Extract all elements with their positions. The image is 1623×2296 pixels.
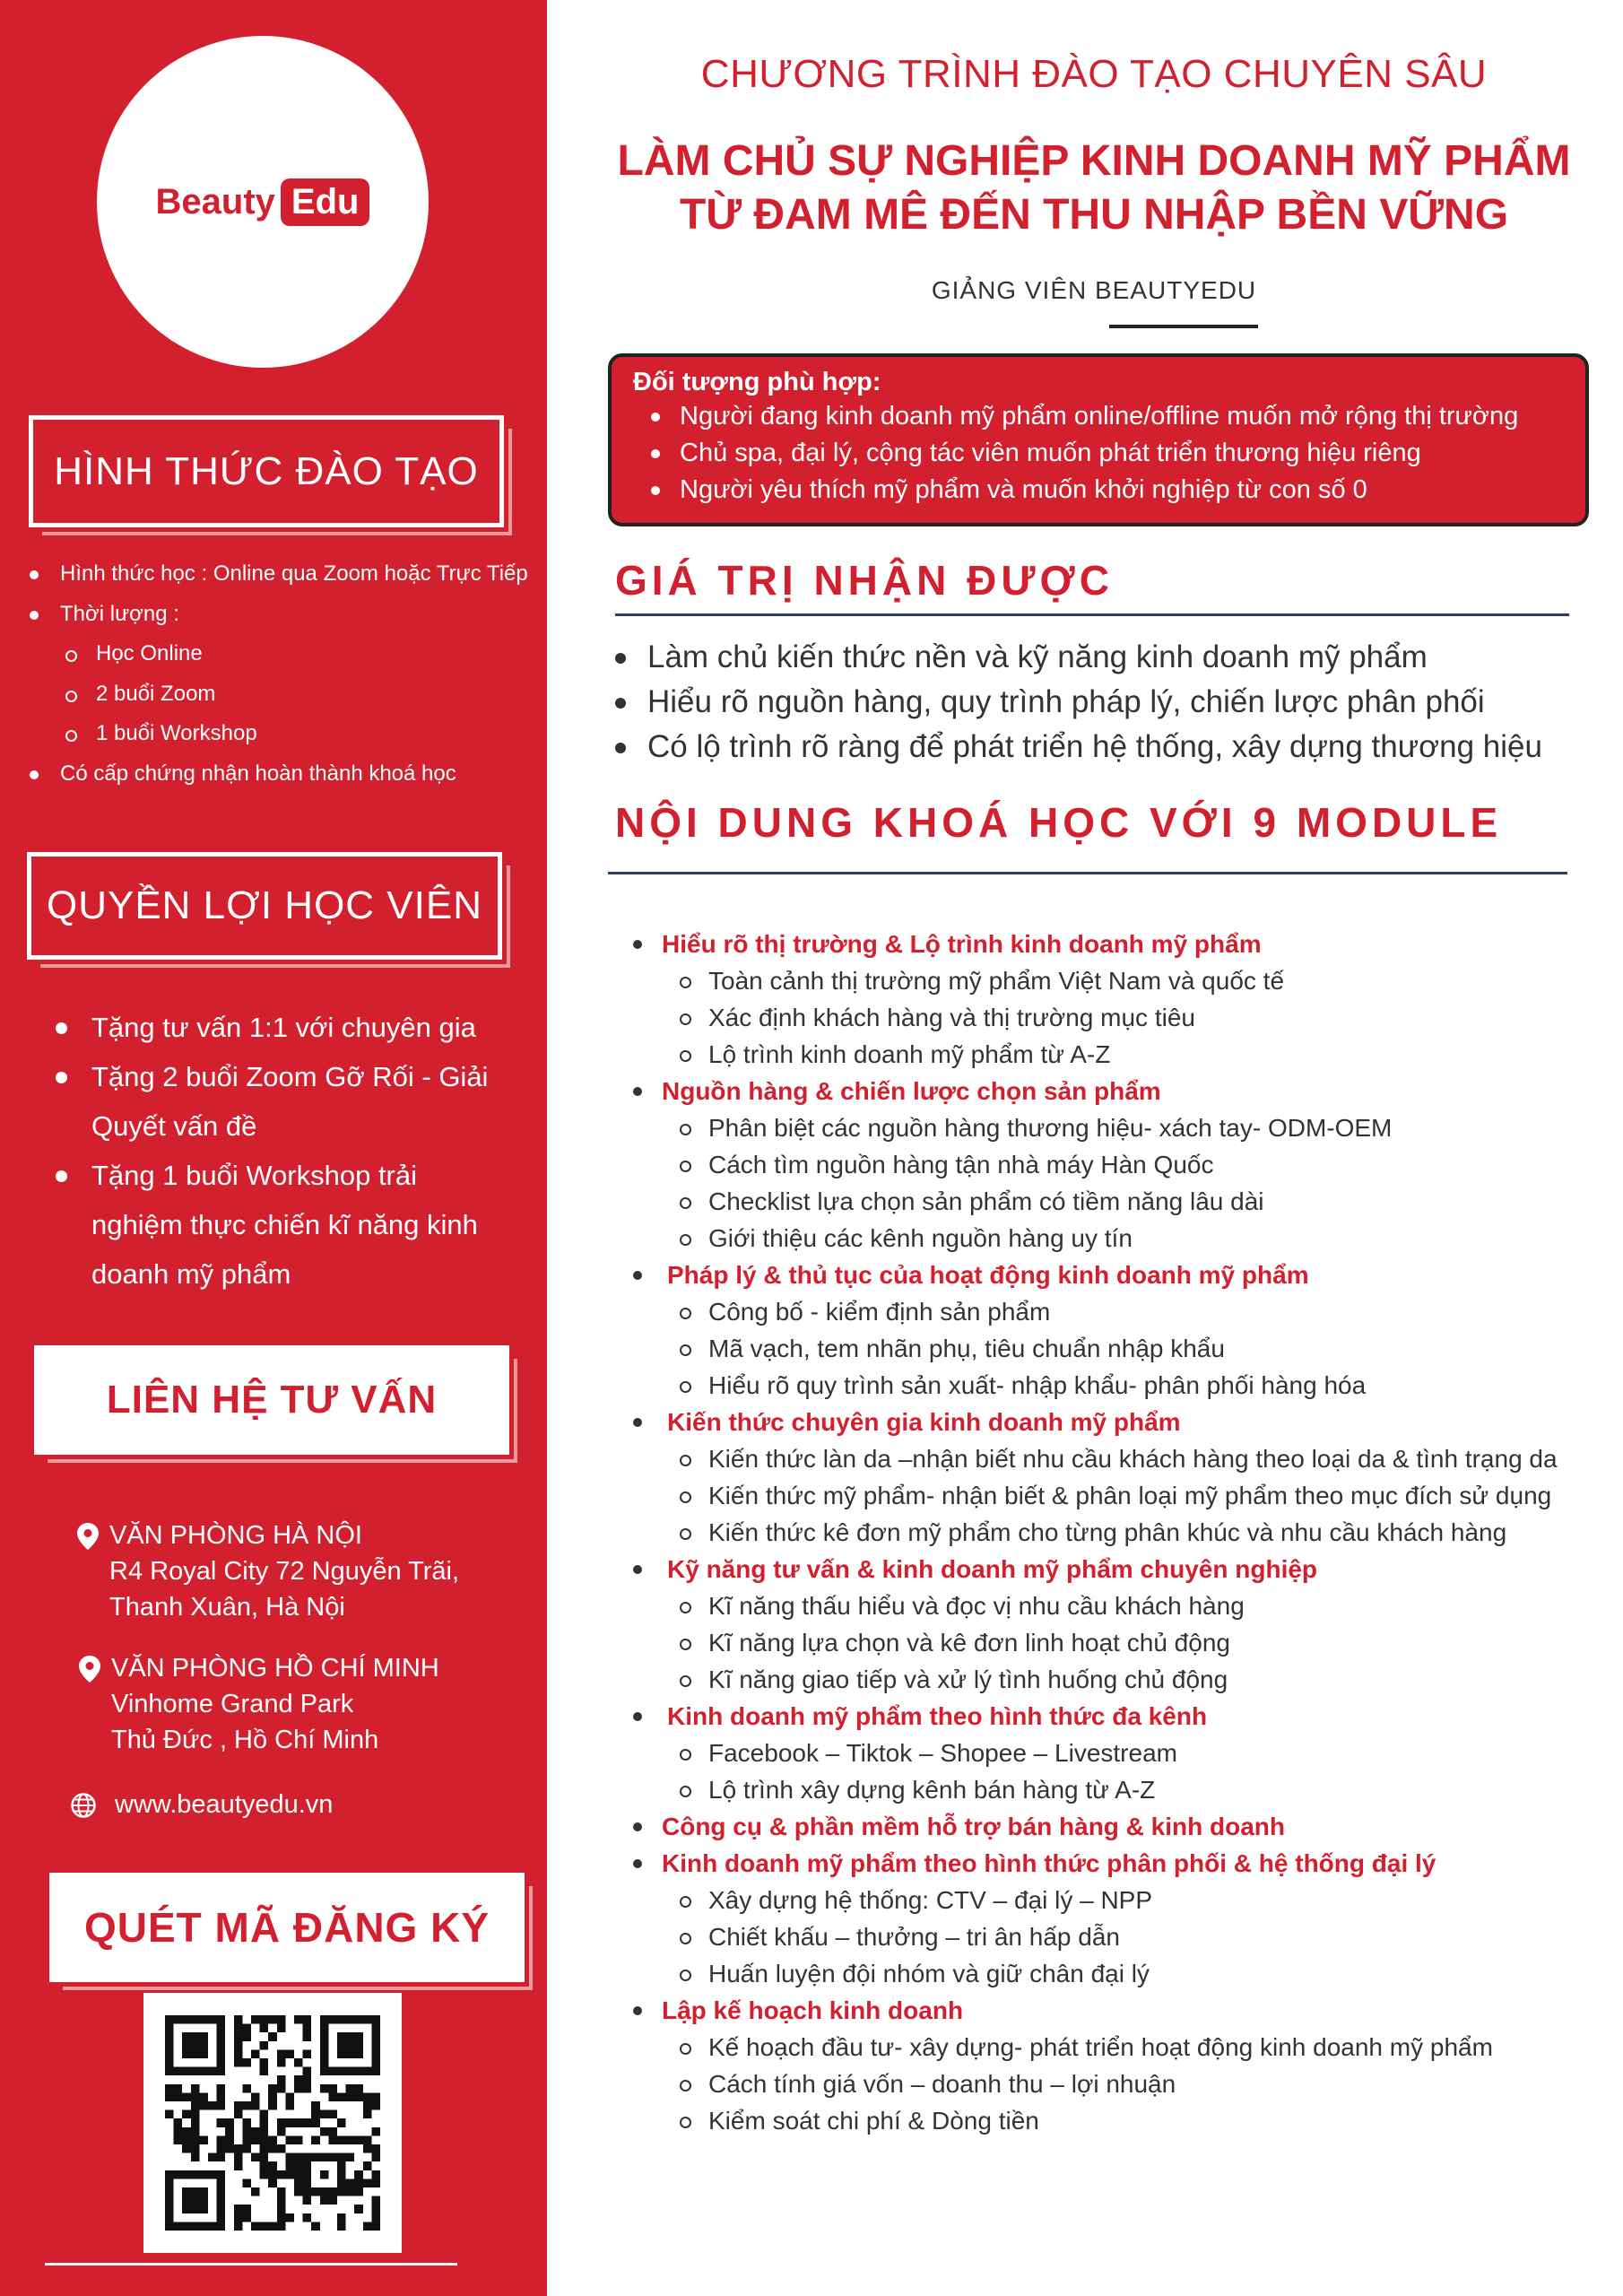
module-title: Kinh doanh mỹ phẩm theo hình thức đa kênh xyxy=(628,1698,1614,1735)
page-title-line1: LÀM CHỦ SỰ NGHIỆP KINH DOANH MỸ PHẨM xyxy=(617,137,1571,185)
module-item: Kiến thức kê đơn mỹ phẩm cho từng phân khúc và nhu cầu khách hàng xyxy=(628,1514,1614,1551)
module-item: Cách tính giá vốn – doanh thu – lợi nhuận xyxy=(628,2066,1614,2102)
value-heading: GIÁ TRỊ NHẬN ĐƯỢC xyxy=(615,557,1114,604)
office-hanoi xyxy=(109,1518,459,1625)
office-hanoi-name: VĂN PHÒNG HÀ NỘI xyxy=(109,1521,362,1550)
module-title: Kỹ năng tư vấn & kinh doanh mỹ phẩm chuyên nghiệp xyxy=(628,1551,1614,1587)
module-item: Kĩ năng thấu hiểu và đọc vị nhu cầu khách hàng xyxy=(628,1587,1614,1624)
module-title: Công cụ & phần mềm hỗ trợ bán hàng & kinh doanh xyxy=(628,1808,1614,1845)
divider xyxy=(1109,325,1258,328)
module-items xyxy=(628,1109,1614,1257)
module-items xyxy=(628,1440,1614,1551)
module-items xyxy=(628,1293,1614,1404)
scan-heading: QUÉT MÃ ĐĂNG KÝ xyxy=(49,1873,525,1982)
qr-code-image xyxy=(165,2015,380,2231)
office-hanoi-address-line2: Thanh Xuân, Hà Nội xyxy=(109,1593,345,1622)
instructor-label: GIẢNG VIÊN BEAUTYEDU xyxy=(931,276,1257,304)
logo-text-edu: Edu xyxy=(281,178,370,226)
program-kicker: CHƯƠNG TRÌNH ĐÀO TẠO CHUYÊN SÂU xyxy=(700,52,1488,96)
module-title: Pháp lý & thủ tục của hoạt động kinh doanh mỹ phẩm xyxy=(628,1257,1614,1293)
module-title: Kiến thức chuyên gia kinh doanh mỹ phẩm xyxy=(628,1404,1614,1440)
benefit-item: Tặng tư vấn 1:1 với chuyên gia xyxy=(56,1003,504,1052)
office-hcm xyxy=(111,1650,439,1758)
benefit-item: Tặng 1 buổi Workshop trải nghiệm thực chiến kĩ năng kinh doanh mỹ phẩm xyxy=(56,1151,504,1299)
format-item: 2 buổi Zoom xyxy=(30,674,532,715)
location-pin-icon xyxy=(77,1523,99,1550)
module-title: Hiểu rõ thị trường & Lộ trình kinh doanh mỹ phẩm xyxy=(628,926,1614,962)
value-item: Làm chủ kiến thức nền và kỹ năng kinh doanh mỹ phẩm xyxy=(608,635,1542,680)
office-hcm-name: VĂN PHÒNG HỒ CHÍ MINH xyxy=(111,1654,439,1683)
module-item: Công bố - kiểm định sản phẩm xyxy=(628,1293,1614,1330)
value-list xyxy=(608,635,1542,770)
logo-circle xyxy=(97,36,429,368)
module-item: Phân biệt các nguồn hàng thương hiệu- xách tay- ODM-OEM xyxy=(628,1109,1614,1146)
module xyxy=(628,1698,1614,1808)
beautyedu-logo xyxy=(156,178,370,226)
audience-item: Người đang kinh doanh mỹ phẩm online/offline muốn mở rộng thị trường xyxy=(633,398,1564,435)
audience-box xyxy=(608,353,1589,526)
divider xyxy=(615,613,1569,616)
website-row[interactable] xyxy=(70,1790,333,1820)
divider xyxy=(45,2263,457,2266)
module xyxy=(628,926,1614,1073)
module-items xyxy=(628,1735,1614,1808)
module-item: Lộ trình kinh doanh mỹ phẩm từ A-Z xyxy=(628,1036,1614,1073)
module-item: Kế hoạch đầu tư- xây dựng- phát triển hoạt động kinh doanh mỹ phẩm xyxy=(628,2029,1614,2066)
format-item: Học Online xyxy=(30,634,532,674)
format-heading: HÌNH THỨC ĐÀO TẠO xyxy=(29,415,504,527)
audience-title: Đối tượng phù hợp: xyxy=(633,368,881,396)
module-title: Nguồn hàng & chiến lược chọn sản phẩm xyxy=(628,1073,1614,1109)
office-hanoi-address-line1: R4 Royal City 72 Nguyễn Trãi, xyxy=(109,1557,460,1586)
module-item: Kĩ năng lựa chọn và kê đơn linh hoạt chủ động xyxy=(628,1624,1614,1661)
module xyxy=(628,1257,1614,1404)
content-heading: NỘI DUNG KHOÁ HỌC VỚI 9 MODULE xyxy=(615,799,1503,846)
module-item: Lộ trình xây dựng kênh bán hàng từ A-Z xyxy=(628,1771,1614,1808)
format-item: Hình thức học : Online qua Zoom hoặc Trực Tiếp xyxy=(30,554,532,595)
module-item: Giới thiệu các kênh nguồn hàng uy tín xyxy=(628,1220,1614,1257)
format-item: 1 buổi Workshop xyxy=(30,714,532,754)
page-title-line2: TỪ ĐAM MÊ ĐẾN THU NHẬP BỀN VỮNG xyxy=(679,191,1509,239)
audience-item: Người yêu thích mỹ phẩm và muốn khởi nghiệp từ con số 0 xyxy=(633,472,1564,509)
value-item: Hiểu rõ nguồn hàng, quy trình pháp lý, chiến lược phân phối xyxy=(608,680,1542,725)
module-item: Hiểu rõ quy trình sản xuất- nhập khẩu- phân phối hàng hóa xyxy=(628,1367,1614,1404)
format-item: Thời lượng : xyxy=(30,595,532,635)
module xyxy=(628,1808,1614,1845)
module-item: Chiết khấu – thưởng – tri ân hấp dẫn xyxy=(628,1918,1614,1955)
format-item: Có cấp chứng nhận hoàn thành khoá học xyxy=(30,754,532,795)
office-hcm-address-line2: Thủ Đức , Hồ Chí Minh xyxy=(111,1726,379,1754)
module-items xyxy=(628,962,1614,1073)
module-items xyxy=(628,2029,1614,2139)
module-item: Xác định khách hàng và thị trường mục tiêu xyxy=(628,999,1614,1036)
divider xyxy=(608,872,1567,874)
module-item: Mã vạch, tem nhãn phụ, tiêu chuẩn nhập khẩu xyxy=(628,1330,1614,1367)
website-link[interactable]: www.beautyedu.vn xyxy=(115,1790,334,1819)
audience-list xyxy=(633,398,1564,509)
module-item: Checklist lựa chọn sản phẩm có tiềm năng lâu dài xyxy=(628,1183,1614,1220)
module-item: Cách tìm nguồn hàng tận nhà máy Hàn Quốc xyxy=(628,1146,1614,1183)
module-item: Huấn luyện đội nhóm và giữ chân đại lý xyxy=(628,1955,1614,1992)
module-item: Xây dựng hệ thống: CTV – đại lý – NPP xyxy=(628,1882,1614,1918)
module-items xyxy=(628,1587,1614,1698)
location-pin-icon xyxy=(79,1656,100,1683)
page-title xyxy=(547,135,1623,242)
qr-code[interactable] xyxy=(143,1993,402,2253)
module-title: Kinh doanh mỹ phẩm theo hình thức phân phối & hệ thống đại lý xyxy=(628,1845,1614,1882)
value-item: Có lộ trình rõ ràng để phát triển hệ thống, xây dựng thương hiệu xyxy=(608,725,1542,770)
audience-item: Chủ spa, đại lý, cộng tác viên muốn phát triển thương hiệu riêng xyxy=(633,435,1564,472)
logo-text-beauty: Beauty xyxy=(155,181,275,222)
module xyxy=(628,1992,1614,2139)
contact-heading: LIÊN HỆ TƯ VẤN xyxy=(34,1345,509,1455)
globe-icon xyxy=(70,1792,97,1819)
module-item: Kiến thức mỹ phẩm- nhận biết & phân loại mỹ phẩm theo mục đích sử dụng xyxy=(628,1477,1614,1514)
module-title: Lập kế hoạch kinh doanh xyxy=(628,1992,1614,2029)
module-item: Kĩ năng giao tiếp và xử lý tình huống chủ động xyxy=(628,1661,1614,1698)
format-list xyxy=(30,554,532,794)
office-hcm-address-line1: Vinhome Grand Park xyxy=(111,1690,354,1718)
module-list xyxy=(628,926,1614,2139)
module xyxy=(628,1551,1614,1698)
sidebar xyxy=(0,0,547,2296)
module xyxy=(628,1404,1614,1551)
main-content xyxy=(547,0,1623,2296)
module-item: Kiểm soát chi phí & Dòng tiền xyxy=(628,2102,1614,2139)
module-item: Toàn cảnh thị trường mỹ phẩm Việt Nam và quốc tế xyxy=(628,962,1614,999)
benefits-list xyxy=(56,1003,504,1299)
benefit-item: Tặng 2 buổi Zoom Gỡ Rối - Giải Quyết vấn đề xyxy=(56,1052,504,1151)
module xyxy=(628,1845,1614,1992)
module-item: Kiến thức làn da –nhận biết nhu cầu khách hàng theo loại da & tình trạng da xyxy=(628,1440,1614,1477)
module xyxy=(628,1073,1614,1257)
module-items xyxy=(628,1882,1614,1992)
module-item: Facebook – Tiktok – Shopee – Livestream xyxy=(628,1735,1614,1771)
benefits-heading: QUYỀN LỢI HỌC VIÊN xyxy=(27,852,502,960)
